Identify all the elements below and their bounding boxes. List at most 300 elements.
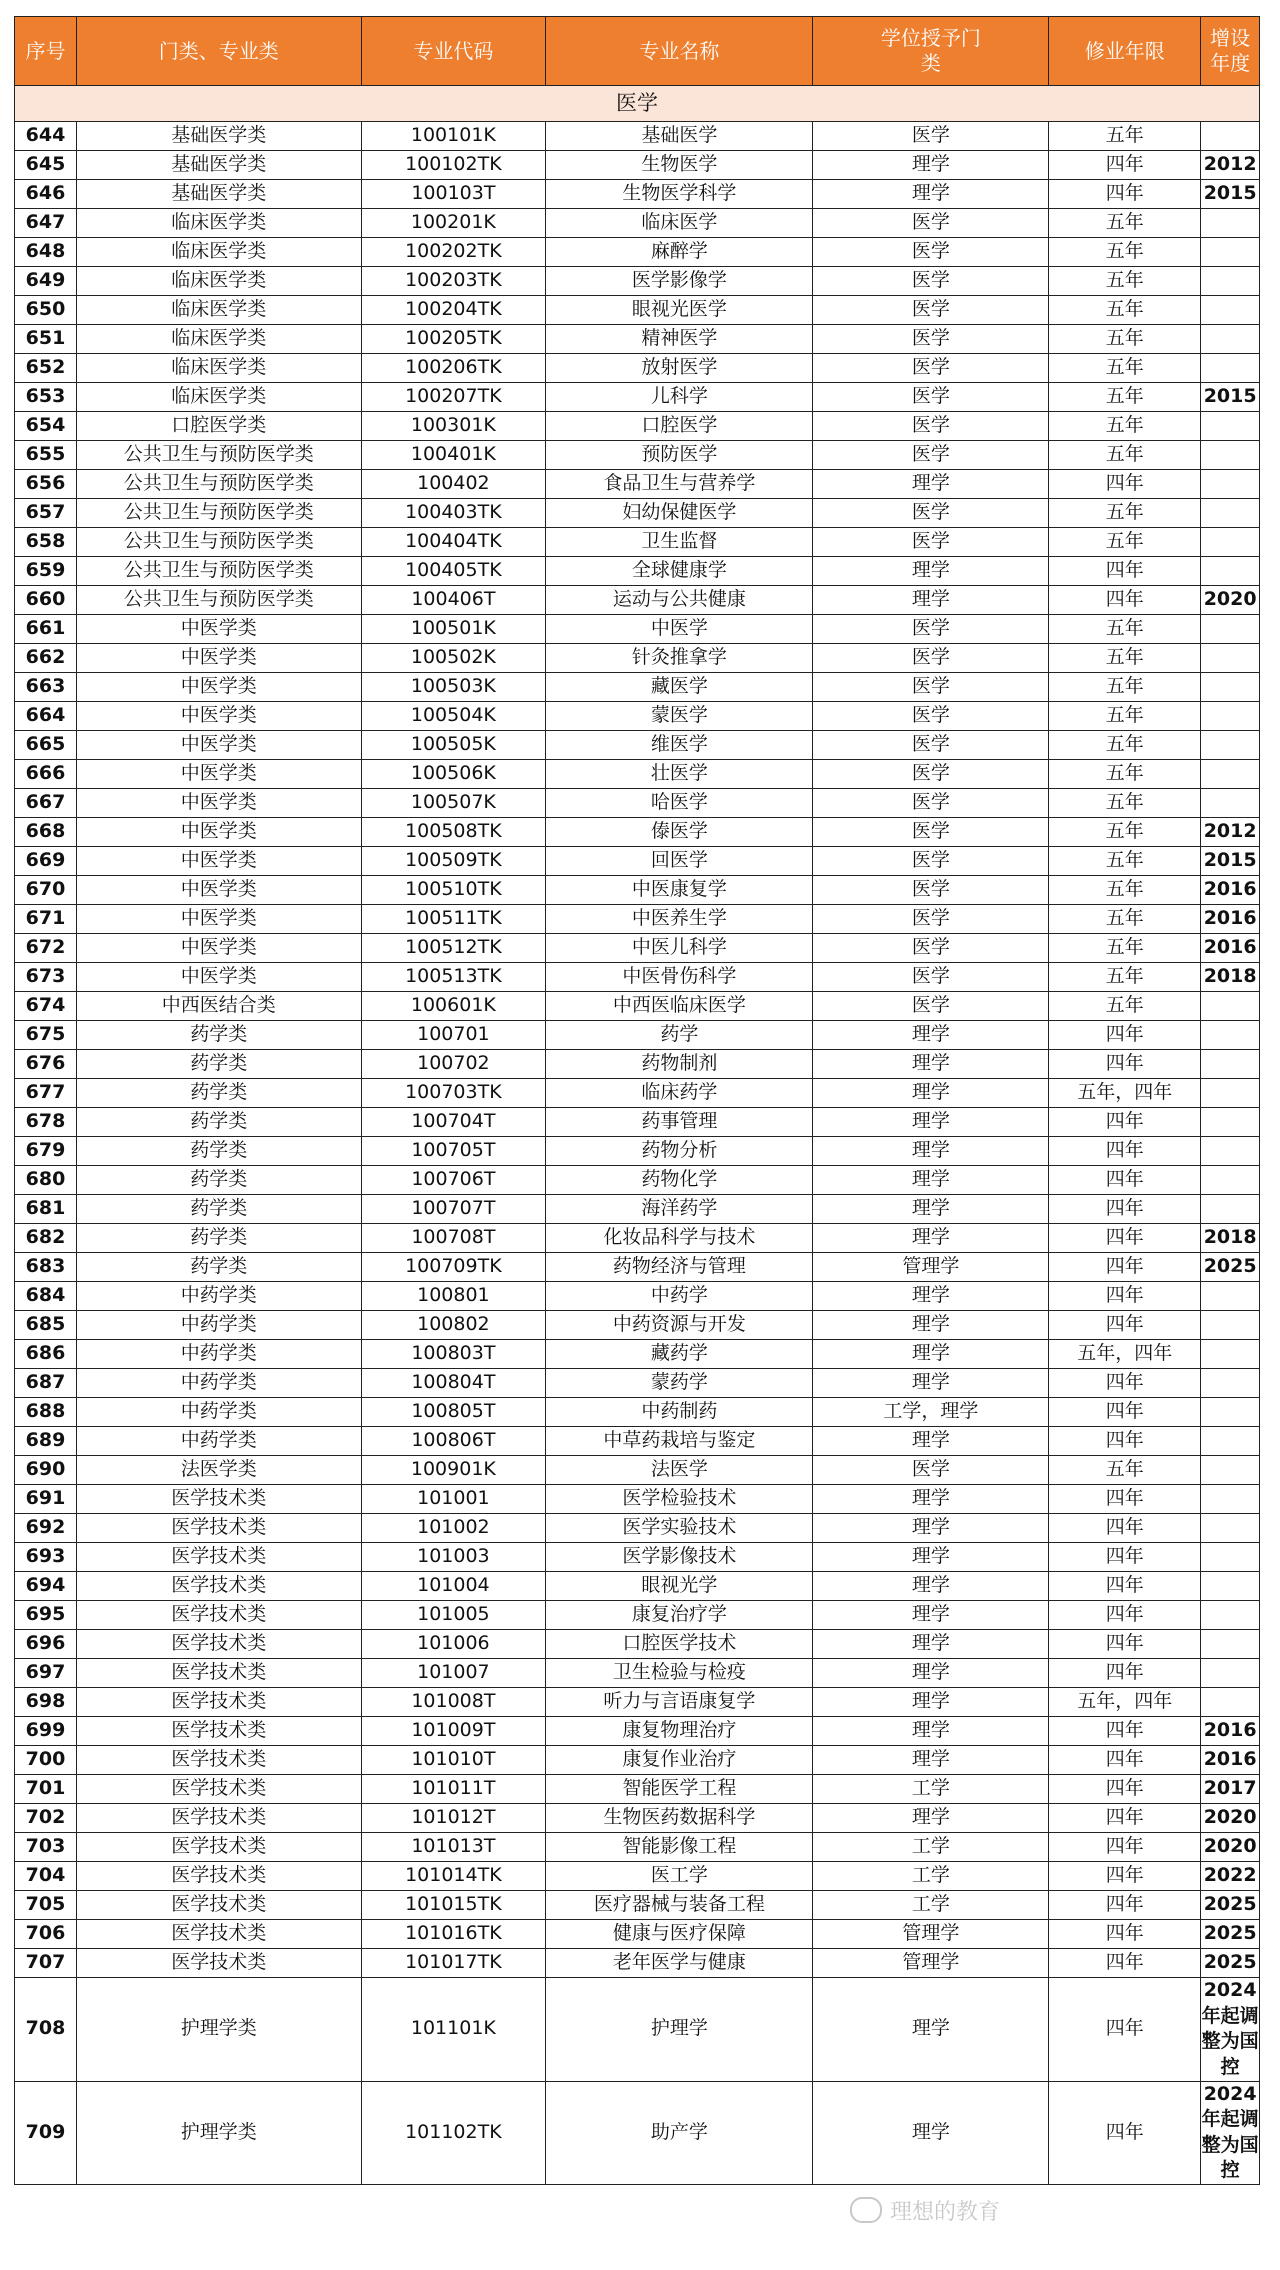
row-degree: 理学 [813,1079,1049,1108]
row-index: 707 [15,1949,77,1978]
row-major-name: 全球健康学 [546,557,813,586]
row-category: 中医学类 [76,963,361,992]
row-major-name: 化妆品科学与技术 [546,1224,813,1253]
row-index: 683 [15,1253,77,1282]
row-major-name: 预防医学 [546,441,813,470]
row-year-added [1201,760,1260,789]
row-index: 703 [15,1833,77,1862]
row-years: 四年 [1049,1427,1201,1456]
row-major-code: 100601K [361,992,546,1021]
row-years: 五年 [1049,325,1201,354]
row-major-name: 医学影像学 [546,267,813,296]
row-degree: 理学 [813,1137,1049,1166]
table-row [15,1891,1260,1920]
row-category: 护理学类 [76,2081,361,2185]
row-degree: 医学 [813,702,1049,731]
row-major-name: 药物分析 [546,1137,813,1166]
row-category: 中医学类 [76,644,361,673]
row-category: 医学技术类 [76,1920,361,1949]
row-category: 基础医学类 [76,122,361,151]
row-years: 五年 [1049,673,1201,702]
header-year-added-text: 增设年度 [1210,26,1251,75]
row-degree: 管理学 [813,1253,1049,1282]
row-category: 临床医学类 [76,325,361,354]
row-index: 699 [15,1717,77,1746]
row-years: 四年 [1049,1804,1201,1833]
row-major-name: 药物制剂 [546,1050,813,1079]
row-major-code: 100202TK [361,238,546,267]
watermark [850,2190,1270,2230]
row-years: 五年 [1049,702,1201,731]
row-major-name: 智能影像工程 [546,1833,813,1862]
row-index: 651 [15,325,77,354]
row-major-name: 蒙医学 [546,702,813,731]
row-major-code: 100204TK [361,296,546,325]
row-major-name: 药事管理 [546,1108,813,1137]
row-years: 四年 [1049,1717,1201,1746]
row-year-added: 2016 [1201,876,1260,905]
row-category: 中医学类 [76,731,361,760]
row-years: 五年 [1049,209,1201,238]
table-row [15,1311,1260,1340]
row-major-code: 101009T [361,1717,546,1746]
row-major-name: 医学检验技术 [546,1485,813,1514]
table-row [15,1688,1260,1717]
row-index: 666 [15,760,77,789]
row-year-added: 2024年起调整为国控 [1201,2081,1260,2185]
row-major-code: 100406T [361,586,546,615]
row-year-added [1201,325,1260,354]
row-degree: 理学 [813,1514,1049,1543]
table-row [15,1775,1260,1804]
row-index: 644 [15,122,77,151]
row-years: 五年 [1049,499,1201,528]
table-row [15,238,1260,267]
row-category: 中药学类 [76,1369,361,1398]
row-years: 四年 [1049,1398,1201,1427]
row-index: 668 [15,818,77,847]
row-degree: 医学 [813,441,1049,470]
row-year-added: 2022 [1201,1862,1260,1891]
row-index: 652 [15,354,77,383]
table-row [15,557,1260,586]
table-row [15,586,1260,615]
row-index: 678 [15,1108,77,1137]
row-major-name: 妇幼保健医学 [546,499,813,528]
row-years: 五年 [1049,934,1201,963]
row-category: 药学类 [76,1050,361,1079]
table-row [15,528,1260,557]
row-category: 法医学类 [76,1456,361,1485]
row-major-code: 101008T [361,1688,546,1717]
row-major-name: 眼视光学 [546,1572,813,1601]
section-title: 医学 [15,86,1260,122]
row-year-added: 2020 [1201,1804,1260,1833]
row-category: 医学技术类 [76,1688,361,1717]
table-row [15,847,1260,876]
table-row [15,1949,1260,1978]
row-years: 五年 [1049,383,1201,412]
row-major-name: 康复物理治疗 [546,1717,813,1746]
table-row [15,905,1260,934]
row-major-name: 眼视光医学 [546,296,813,325]
row-major-name: 智能医学工程 [546,1775,813,1804]
row-category: 口腔医学类 [76,412,361,441]
row-years: 五年 [1049,992,1201,1021]
row-category: 公共卫生与预防医学类 [76,528,361,557]
table-row [15,731,1260,760]
row-category: 临床医学类 [76,267,361,296]
row-degree: 理学 [813,151,1049,180]
row-years: 四年 [1049,1282,1201,1311]
row-major-code: 100301K [361,412,546,441]
row-index: 675 [15,1021,77,1050]
row-index: 646 [15,180,77,209]
row-category: 医学技术类 [76,1630,361,1659]
row-years: 五年 [1049,122,1201,151]
row-major-code: 100709TK [361,1253,546,1282]
row-major-name: 医学实验技术 [546,1514,813,1543]
table-row [15,1746,1260,1775]
table-row [15,1137,1260,1166]
row-category: 医学技术类 [76,1862,361,1891]
row-major-code: 101102TK [361,2081,546,2185]
row-major-code: 100508TK [361,818,546,847]
row-year-added [1201,1369,1260,1398]
table-row [15,1543,1260,1572]
row-years: 四年 [1049,1630,1201,1659]
row-major-code: 100206TK [361,354,546,383]
row-degree: 医学 [813,876,1049,905]
row-major-name: 中草药栽培与鉴定 [546,1427,813,1456]
row-major-code: 100513TK [361,963,546,992]
row-major-name: 放射医学 [546,354,813,383]
row-degree: 理学 [813,180,1049,209]
row-index: 701 [15,1775,77,1804]
row-major-code: 100708T [361,1224,546,1253]
header-index: 序号 [15,17,77,86]
row-major-name: 中医康复学 [546,876,813,905]
row-index: 670 [15,876,77,905]
row-major-code: 100705T [361,1137,546,1166]
row-degree: 医学 [813,934,1049,963]
watermark-text: 理想的教育 [890,2199,1001,2225]
row-index: 649 [15,267,77,296]
row-years: 四年 [1049,1543,1201,1572]
row-index: 662 [15,644,77,673]
row-year-added: 2016 [1201,934,1260,963]
row-years: 五年 [1049,354,1201,383]
row-years: 五年，四年 [1049,1079,1201,1108]
row-major-name: 卫生监督 [546,528,813,557]
row-major-name: 针灸推拿学 [546,644,813,673]
row-major-name: 药物经济与管理 [546,1253,813,1282]
row-degree: 理学 [813,1340,1049,1369]
row-major-name: 海洋药学 [546,1195,813,1224]
header-category: 门类、专业类 [76,17,361,86]
row-year-added [1201,470,1260,499]
row-major-name: 回医学 [546,847,813,876]
row-year-added: 2025 [1201,1920,1260,1949]
table-row [15,209,1260,238]
row-category: 药学类 [76,1195,361,1224]
row-category: 临床医学类 [76,354,361,383]
table-row [15,1978,1260,2082]
table-row [15,2081,1260,2185]
row-index: 672 [15,934,77,963]
table-row [15,963,1260,992]
row-degree: 工学 [813,1862,1049,1891]
row-years: 四年 [1049,1891,1201,1920]
row-year-added: 2025 [1201,1949,1260,1978]
row-major-name: 中医学 [546,615,813,644]
table-row [15,934,1260,963]
row-year-added [1201,1079,1260,1108]
row-year-added: 2020 [1201,586,1260,615]
row-degree: 理学 [813,1572,1049,1601]
section-row [15,86,1260,122]
table-row [15,122,1260,151]
row-major-code: 100704T [361,1108,546,1137]
table-row [15,876,1260,905]
row-major-code: 100102TK [361,151,546,180]
row-year-added [1201,412,1260,441]
row-year-added: 2016 [1201,905,1260,934]
row-index: 688 [15,1398,77,1427]
row-major-code: 100707T [361,1195,546,1224]
row-category: 中药学类 [76,1340,361,1369]
row-index: 676 [15,1050,77,1079]
row-degree: 医学 [813,267,1049,296]
row-degree: 医学 [813,499,1049,528]
row-major-code: 101015TK [361,1891,546,1920]
table-row [15,1340,1260,1369]
row-year-added [1201,1485,1260,1514]
row-degree: 医学 [813,238,1049,267]
header-study-years: 修业年限 [1049,17,1201,86]
row-year-added [1201,238,1260,267]
row-year-added [1201,1659,1260,1688]
row-category: 中医学类 [76,615,361,644]
row-index: 677 [15,1079,77,1108]
row-index: 681 [15,1195,77,1224]
row-index: 695 [15,1601,77,1630]
row-major-name: 中药学 [546,1282,813,1311]
row-year-added [1201,1572,1260,1601]
row-index: 654 [15,412,77,441]
row-degree: 管理学 [813,1949,1049,1978]
row-years: 四年 [1049,1862,1201,1891]
row-years: 四年 [1049,1021,1201,1050]
row-degree: 理学 [813,1659,1049,1688]
row-year-added [1201,1427,1260,1456]
table-row [15,644,1260,673]
row-major-code: 100201K [361,209,546,238]
row-major-code: 101004 [361,1572,546,1601]
row-years: 四年 [1049,180,1201,209]
row-year-added [1201,702,1260,731]
row-year-added: 2012 [1201,818,1260,847]
row-category: 基础医学类 [76,180,361,209]
row-year-added [1201,644,1260,673]
row-year-added: 2016 [1201,1717,1260,1746]
row-year-added [1201,354,1260,383]
row-degree: 医学 [813,412,1049,441]
row-category: 医学技术类 [76,1833,361,1862]
row-years: 四年 [1049,470,1201,499]
row-index: 702 [15,1804,77,1833]
row-index: 647 [15,209,77,238]
row-year-added: 2012 [1201,151,1260,180]
row-year-added [1201,1398,1260,1427]
table-row [15,1166,1260,1195]
row-category: 医学技术类 [76,1543,361,1572]
table-row [15,789,1260,818]
row-category: 中药学类 [76,1398,361,1427]
row-degree: 理学 [813,1601,1049,1630]
row-years: 四年 [1049,1572,1201,1601]
row-index: 709 [15,2081,77,2185]
row-years: 五年 [1049,818,1201,847]
row-years: 五年 [1049,296,1201,325]
row-major-code: 101010T [361,1746,546,1775]
row-major-name: 生物医学科学 [546,180,813,209]
row-category: 中医学类 [76,789,361,818]
row-index: 704 [15,1862,77,1891]
table-row [15,151,1260,180]
table-row [15,1021,1260,1050]
header-major-name: 专业名称 [546,17,813,86]
row-degree: 理学 [813,470,1049,499]
row-major-name: 儿科学 [546,383,813,412]
row-index: 679 [15,1137,77,1166]
row-years: 五年 [1049,1456,1201,1485]
row-degree: 医学 [813,789,1049,818]
row-years: 五年 [1049,731,1201,760]
row-major-name: 生物医学 [546,151,813,180]
table-row [15,1456,1260,1485]
row-index: 667 [15,789,77,818]
row-index: 694 [15,1572,77,1601]
row-index: 687 [15,1369,77,1398]
table-row [15,1050,1260,1079]
row-major-code: 100507K [361,789,546,818]
table-row [15,1833,1260,1862]
row-category: 临床医学类 [76,383,361,412]
row-years: 四年 [1049,1833,1201,1862]
row-degree: 医学 [813,847,1049,876]
row-degree: 理学 [813,1427,1049,1456]
row-degree: 理学 [813,1224,1049,1253]
row-index: 663 [15,673,77,702]
row-degree: 理学 [813,1050,1049,1079]
table-row [15,760,1260,789]
row-major-name: 药学 [546,1021,813,1050]
row-year-added [1201,1601,1260,1630]
row-category: 药学类 [76,1079,361,1108]
row-category: 中医学类 [76,905,361,934]
row-major-code: 100806T [361,1427,546,1456]
table-row [15,1398,1260,1427]
row-year-added [1201,1311,1260,1340]
row-category: 医学技术类 [76,1717,361,1746]
row-degree: 医学 [813,354,1049,383]
table-row [15,1862,1260,1891]
row-degree: 理学 [813,1746,1049,1775]
row-category: 医学技术类 [76,1804,361,1833]
row-years: 五年 [1049,905,1201,934]
row-index: 685 [15,1311,77,1340]
row-category: 医学技术类 [76,1775,361,1804]
row-major-name: 口腔医学 [546,412,813,441]
row-category: 中医学类 [76,702,361,731]
row-index: 691 [15,1485,77,1514]
row-year-added [1201,1166,1260,1195]
row-degree: 理学 [813,557,1049,586]
table-row [15,296,1260,325]
table-row [15,1920,1260,1949]
row-years: 四年 [1049,1746,1201,1775]
row-major-code: 100512TK [361,934,546,963]
row-major-code: 101011T [361,1775,546,1804]
row-category: 医学技术类 [76,1485,361,1514]
row-category: 公共卫生与预防医学类 [76,586,361,615]
row-index: 660 [15,586,77,615]
row-degree: 理学 [813,1166,1049,1195]
row-major-code: 100506K [361,760,546,789]
row-major-name: 中药资源与开发 [546,1311,813,1340]
row-major-name: 法医学 [546,1456,813,1485]
row-index: 693 [15,1543,77,1572]
row-major-name: 康复作业治疗 [546,1746,813,1775]
row-category: 公共卫生与预防医学类 [76,441,361,470]
row-major-code: 100405TK [361,557,546,586]
row-degree: 医学 [813,296,1049,325]
row-index: 680 [15,1166,77,1195]
row-major-code: 101007 [361,1659,546,1688]
table-row [15,499,1260,528]
row-major-code: 100404TK [361,528,546,557]
row-year-added [1201,1050,1260,1079]
row-major-name: 壮医学 [546,760,813,789]
row-year-added: 2025 [1201,1253,1260,1282]
table-row [15,673,1260,702]
row-degree: 理学 [813,1282,1049,1311]
row-category: 临床医学类 [76,296,361,325]
row-year-added: 2017 [1201,1775,1260,1804]
table-row [15,470,1260,499]
table-row [15,1369,1260,1398]
row-major-code: 100504K [361,702,546,731]
row-years: 五年 [1049,760,1201,789]
row-major-name: 卫生检验与检疫 [546,1659,813,1688]
row-years: 四年 [1049,557,1201,586]
row-major-code: 100505K [361,731,546,760]
row-year-added: 2020 [1201,1833,1260,1862]
table-header-row [15,17,1260,86]
row-category: 中药学类 [76,1282,361,1311]
row-major-name: 维医学 [546,731,813,760]
row-major-name: 健康与医疗保障 [546,1920,813,1949]
row-degree: 医学 [813,209,1049,238]
row-year-added [1201,441,1260,470]
row-index: 673 [15,963,77,992]
row-major-code: 101003 [361,1543,546,1572]
row-major-code: 100401K [361,441,546,470]
major-catalog-table [14,16,1260,2185]
row-major-name: 傣医学 [546,818,813,847]
row-major-code: 100511TK [361,905,546,934]
